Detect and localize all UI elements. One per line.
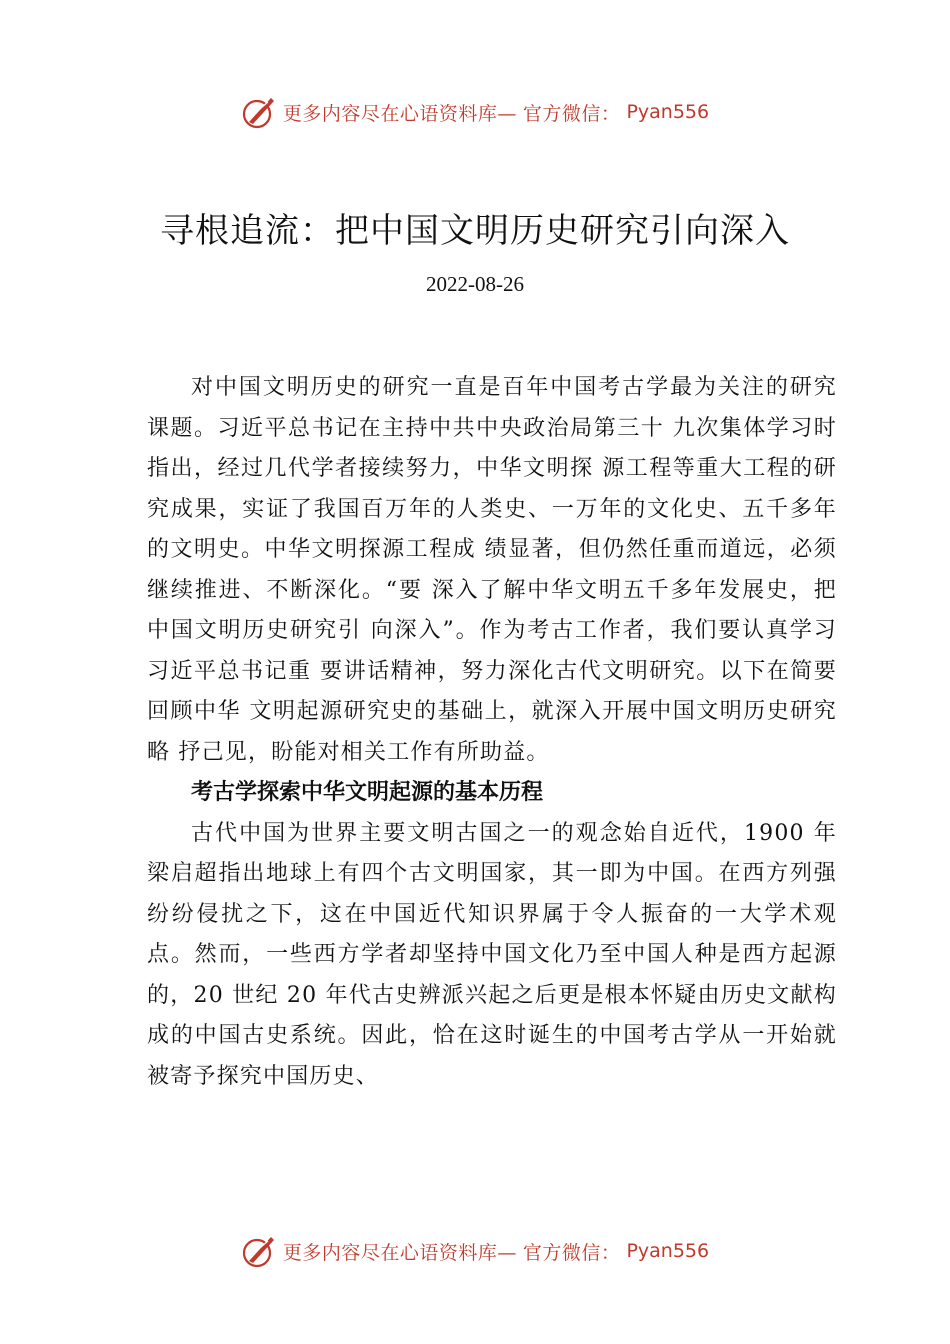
article-date: 2022-08-26: [426, 272, 524, 296]
watermark-text: 更多内容尽在心语资料库—: [282, 1241, 517, 1264]
paragraph: 古代中国为世界主要文明古国之一的观念始自近代，1900 年梁启超指出地球上有四个古文明国家，其一即为中国。在西方列强纷纷侵扰之下，这在中国近代知识界属于令人振奋的一大学术观点。然而，一些西方学者却坚持中国文化乃至中国人种是西方起源的，20 世纪 20 年代古史辨派兴起之后更是根本怀疑由历史文献构成的中国古史系统。因此，恰在这时诞生的中国考古学从一开始就被寄予探究中国历史、: [147, 820, 837, 1089]
section-heading: 考古学探索中华文明起源的基本历程: [191, 780, 544, 805]
watermark-footer: [0, 1233, 950, 1269]
article-body: [147, 368, 837, 1097]
watermark-wechat-id: Pyan556: [626, 1240, 710, 1262]
watermark-wechat-label: 官方微信：: [522, 1241, 621, 1264]
watermark-wechat-id: Pyan556: [626, 101, 710, 123]
quill-pen-icon: [241, 94, 277, 130]
watermark-wechat-label: 官方微信：: [522, 102, 621, 125]
watermark-text: 更多内容尽在心语资料库—: [282, 102, 517, 125]
article-title: 寻根追流：把中国文明历史研究引向深入: [160, 211, 790, 251]
watermark-header: [0, 94, 950, 130]
quill-pen-icon: [241, 1233, 277, 1269]
paragraph: 对中国文明历史的研究一直是百年中国考古学最为关注的研究课题。习近平总书记在主持中共中央政治局第三十 九次集体学习时指出，经过几代学者接续努力，中华文明探 源工程等重大工程的研究成果，实证了我国百万年的人类史、一万年的文化史、五千多年的文明史。中华文明探源工程成 绩显著，但仍然任重而道远，必须继续推进、不断深化。“要 深入了解中华文明五千多年发展史，把中国文明历史研究引 向深入”。作为考古工作者，我们要认真学习习近平总书记重 要讲话精神，努力深化古代文明研究。以下在简要回顾中华 文明起源研究史的基础上，就深入开展中国文明历史研究略 抒己见，盼能对相关工作有所助益。: [147, 375, 837, 765]
